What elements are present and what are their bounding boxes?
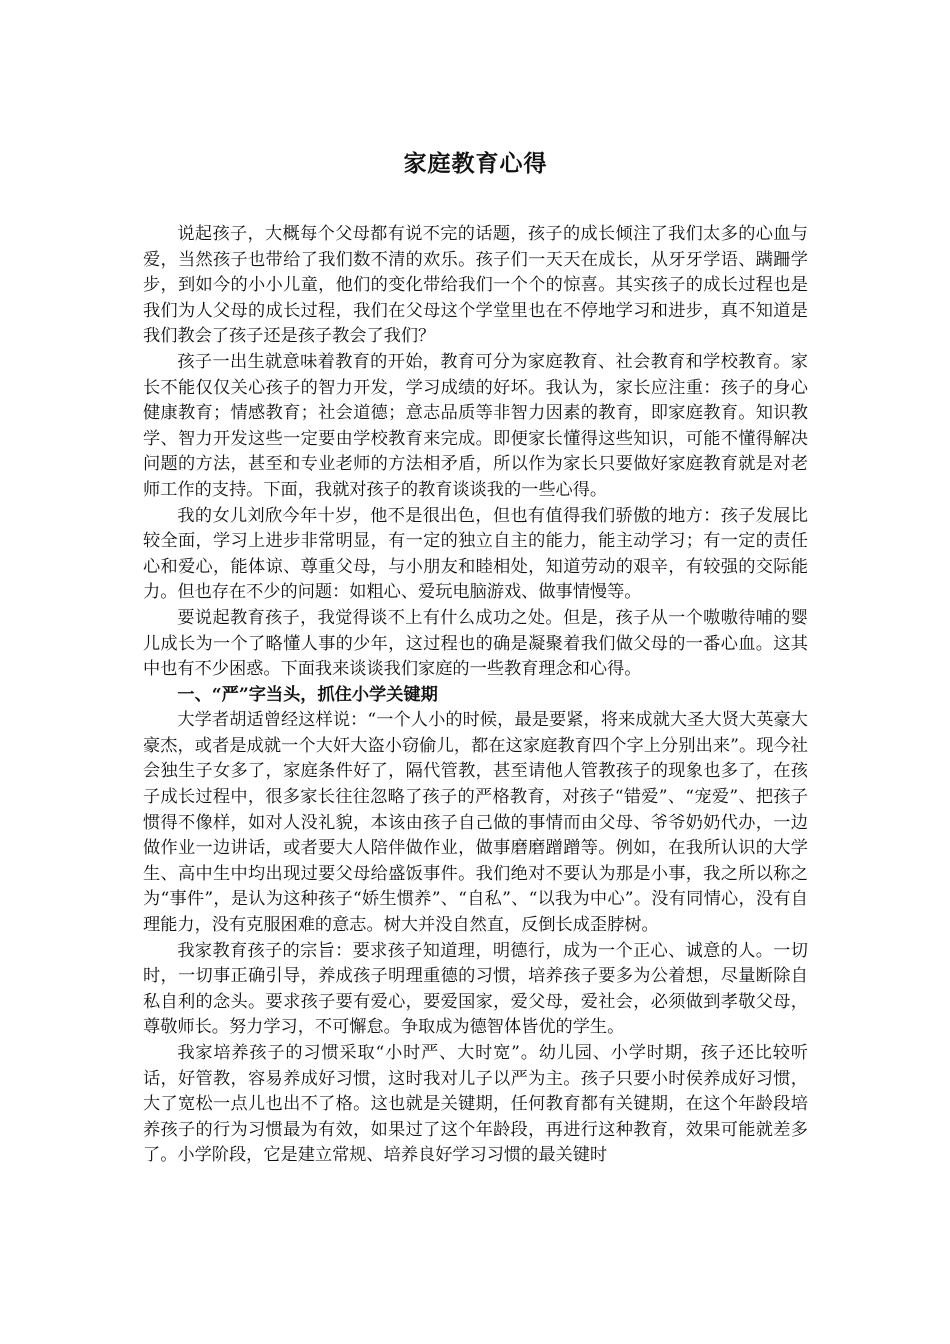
paragraph-hu-shi-quote: 大学者胡适曾经这样说：“一个人小的时候，最是要紧，将来成就大圣大贤大英豪大豪杰，或者是成就一个大奸大盗小窃偷儿，都在这家庭教育四个字上分别出来”。现今社会独生子女多了，家庭条件好了，隔代管教，甚至请他人管教孩子的现象也多了，在孩子成长过程中，很多家长往往忽略了孩子的严格教育，对孩子“错爱”、“宠爱”、把孩子惯得不像样，如对人没礼貌，本该由孩子自己做的事情而由父母、爷爷奶奶代办，一边做作业一边讲话，或者要大人陪伴做作业，做事磨磨蹭蹭等。例如，在我所认识的大学生、高中生中均出现过要父母给盛饭事件。我们绝对不要认为那是小事，我之所以称之为“事件”，是认为这种孩子“娇生惯养”、“自私”、“以我为中心”。没有同情心，没有自理能力，没有克服困难的意志。树大并没自然直，反倒长成歪脖树。 (143, 710, 808, 936)
paragraph-family-principle: 我家教育孩子的宗旨：要求孩子知道理，明德行，成为一个正心、诚意的人。一切时，一切事正确引导，养成孩子明理重德的习惯，培养孩子要多为公着想，尽量断除自私自利的念头。要求孩子要有爱心，要爱国家，爱父母，爱社会，必须做到孝敬父母，尊敬师长。努力学习，不可懈怠。争取成为德智体皆优的学生。 (143, 940, 808, 1038)
section-heading: 一、“严”字当头，抓住小学关键期 (177, 684, 438, 705)
paragraph-daughter: 我的女儿刘欣今年十岁，他不是很出色，但也有值得我们骄傲的地方：孩子发展比较全面，学习上进步非常明显，有一定的独立自主的能力，能主动学习；有一定的责任心和爱心，能体谅、尊重父母，与小朋友和睦相处，知道劳动的艰辛，有较强的交际能力。但也存在不少的问题：如粗心、爱玩电脑游戏、做事情慢等。 (143, 505, 808, 603)
paragraph-philosophy: 要说起教育孩子，我觉得谈不上有什么成功之处。但是，孩子从一个嗷嗷待哺的婴儿成长为一个了略懂人事的少年，这过程也的确是凝聚着我们做父母的一番心血。这其中也有不少困惑。下面我来谈谈我们家庭的一些教育理念和心得。 (143, 607, 808, 680)
document-title: 家庭教育心得 (403, 150, 548, 178)
paragraph-habits: 我家培养孩子的习惯采取“小时严、大时宽”。幼儿园、小学时期，孩子还比较听话，好管教，容易养成好习惯，这时我对儿子以严为主。孩子只要小时侯养成好习惯，大了宽松一点儿也出不了格。这也就是关键期，任何教育都有关键期，在这个年龄段培养孩子的行为习惯最为有效，如果过了这个年龄段，再进行这种教育，效果可能就差多了。小学阶段，它是建立常规、培养良好学习习惯的最关键时 (143, 1043, 808, 1166)
paragraph-intro: 说起孩子，大概每个父母都有说不完的话题，孩子的成长倾注了我们太多的心血与爱，当然孩子也带给了我们数不清的欢乐。孩子们一天天在成长，从牙牙学语、蹒跚学步，到如今的小小儿童，他们的变化带给我们一个个的惊喜。其实孩子的成长过程也是我们为人父母的成长过程，我们在父母这个学堂里也在不停地学习和进步，真不知道是我们教会了孩子还是孩子教会了我们？ (143, 224, 808, 347)
paragraph-education-types: 孩子一出生就意味着教育的开始，教育可分为家庭教育、社会教育和学校教育。家长不能仅仅关心孩子的智力开发，学习成绩的好坏。我认为，家长应注重：孩子的身心健康教育；情感教育；社会道德；意志品质等非智力因素的教育，即家庭教育。知识教学、智力开发这些一定要由学校教育来完成。即便家长懂得这些知识，可能不懂得解决问题的方法，甚至和专业老师的方法相矛盾，所以作为家长只要做好家庭教育就是对老师工作的支持。下面，我就对孩子的教育谈谈我的一些心得。 (143, 351, 808, 500)
document-body (143, 222, 808, 1169)
